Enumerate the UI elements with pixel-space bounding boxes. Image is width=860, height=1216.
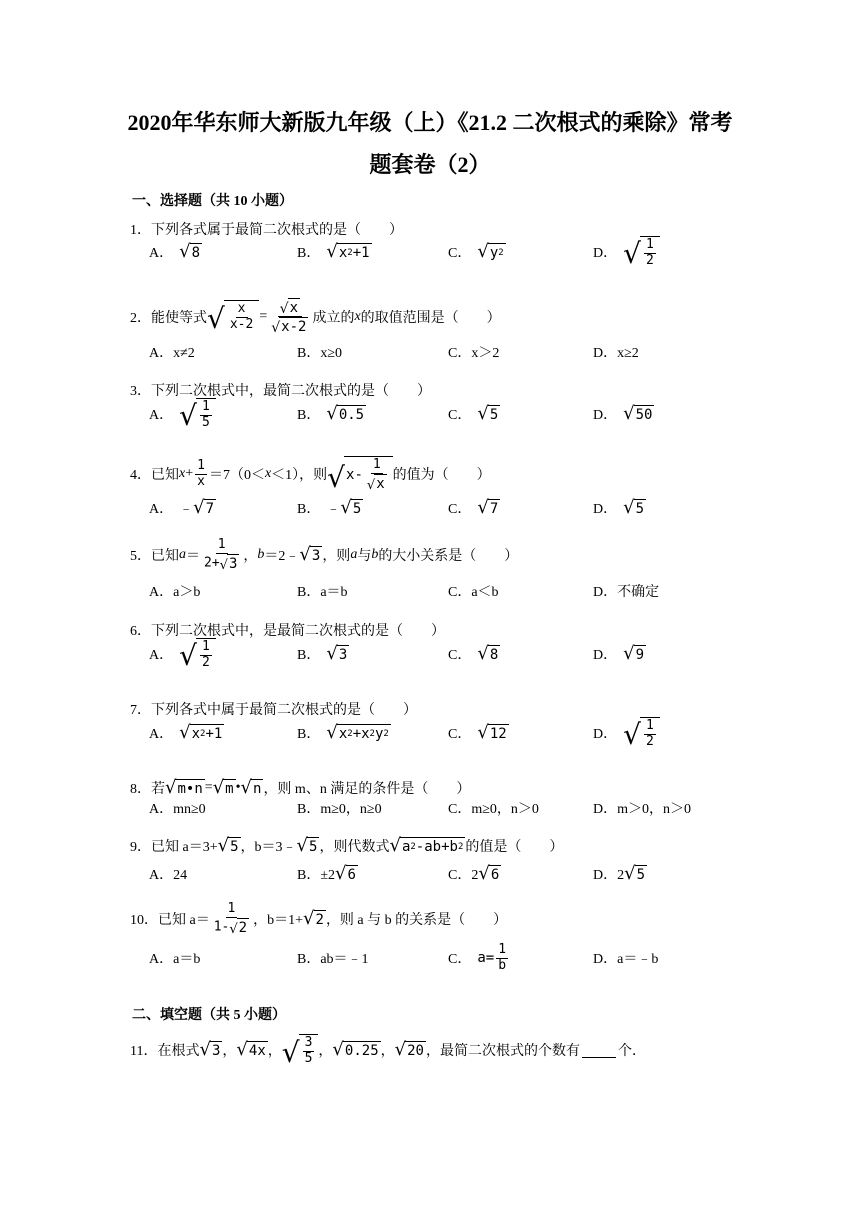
question-1-stem: 1．下列各式属于最简二次根式的是（ ） xyxy=(130,223,403,238)
radical: √ x 2 +1 xyxy=(326,241,370,262)
option-c: C． √ 8 xyxy=(448,643,499,664)
option-d: D． √ 9 xyxy=(593,643,645,664)
option-a: A． ﹣ √ 7 xyxy=(149,497,215,518)
radical: √ 8 xyxy=(179,241,201,262)
option-a: A．a＞b xyxy=(149,585,201,600)
option-a: A． √ x 2 +1 xyxy=(149,722,223,743)
option-d: D．x≥2 xyxy=(593,346,639,361)
option-d: D． √ 50 xyxy=(593,403,653,424)
option-c: C． √ y 2 xyxy=(448,241,504,262)
option-c: C． √ 5 xyxy=(448,403,499,424)
option-b: B．x≥0 xyxy=(297,346,343,361)
option-c: C． √ 7 xyxy=(448,497,499,518)
question-8-stem: 8．若 √ m•n = √ m • √ n ，则 m、n 满足的条件是（ ） xyxy=(130,777,471,798)
question-7-stem: 7．下列各式中属于最简二次根式的是（ ） xyxy=(130,703,417,718)
page-title-line2: 题套卷（2） xyxy=(369,152,491,177)
option-a: A． √ $\frac{1}{2}$ xyxy=(149,638,216,671)
option-b: B． √ 0.5 xyxy=(297,403,365,424)
section-heading-fill: 二、填空题（共 5 小题） xyxy=(132,1008,286,1023)
option-a: A．24 xyxy=(149,868,188,883)
option-d: D．2 √ 5 xyxy=(593,863,646,884)
option-b: B． √ x 2 +1 xyxy=(297,241,370,262)
option-d: D．a＝﹣b xyxy=(593,952,659,967)
option-b: B． √ x 2 +x 2 y 2 xyxy=(297,722,389,743)
question-2-stem: 2．能使等式 √ $\frac{x}{x-2}$ = √ x √ x-2 成立的 x 的取值范围是（ ） xyxy=(130,300,501,337)
option-a: A． √ 8 xyxy=(149,241,201,262)
option-b: B．m≥0，n≥0 xyxy=(297,802,382,817)
option-d: D． √ $\frac{1}{2}$ xyxy=(593,717,660,750)
question-5-stem: 5．已知 a ＝ 1 2+ √ 3 ， b ＝2﹣ √ 3 ，则 a 与 b 的大小关系是（ ） xyxy=(130,537,519,574)
option-c: C．x＞2 xyxy=(448,346,500,361)
section-heading-choice: 一、选择题（共 10 小题） xyxy=(132,194,293,209)
option-a: A．a＝b xyxy=(149,952,201,967)
option-d: D．不确定 xyxy=(593,585,660,600)
question-6-stem: 6．下列二次根式中，是最简二次根式的是（ ） xyxy=(130,624,445,639)
option-b: B．a＝b xyxy=(297,585,348,600)
option-a: A．mn≥0 xyxy=(149,802,206,817)
radical: √ y 2 xyxy=(477,241,504,262)
option-c: C．a＜b xyxy=(448,585,499,600)
option-c: C．2 √ 6 xyxy=(448,863,500,884)
page-title-line1: 2020年华东师大新版九年级（上）《21.2 二次根式的乘除》常考 xyxy=(127,110,733,135)
option-d: D． √ 5 xyxy=(593,497,645,518)
question-11-stem: 11．在根式 √ 3 ， √ 4x ， √ $\frac{3}{5}$ ， √ 0.25 ， √ 20 ，最简二次根式的个数有 个． xyxy=(130,1035,646,1069)
radical: √ $\frac{1}{2}$ xyxy=(623,236,660,269)
option-c: C．m≥0，n＞0 xyxy=(448,802,539,817)
question-4-stem: 4．已知 x + $\frac{1}{x}$ ＝7（0＜ x ＜1），则 √ x - 1 √ x 的值为（ ） xyxy=(130,457,491,495)
option-a: A．x≠2 xyxy=(149,346,195,361)
option-d: D． √ $\frac{1}{2}$ xyxy=(593,236,660,269)
question-9-stem: 9．已知 a＝3+ √ 5 ，b＝3﹣ √ 5 ，则代数式 √ a 2 -ab+b 2 的值是（ ） xyxy=(130,835,564,856)
option-b: B． ﹣ √ 5 xyxy=(297,497,362,518)
option-a: A． √ $\frac{1}{5}$ xyxy=(149,398,216,431)
option-d: D．m＞0，n＞0 xyxy=(593,802,691,817)
option-b: B．ab＝﹣1 xyxy=(297,952,369,967)
option-c: C． a= $\frac{1}{b}$ xyxy=(448,941,507,973)
answer-blank[interactable] xyxy=(582,1043,616,1058)
option-b: B．±2 √ 6 xyxy=(297,863,356,884)
radical: √ $\frac{x}{x-2}$ xyxy=(207,300,259,333)
question-3-stem: 3．下列二次根式中，最简二次根式的是（ ） xyxy=(130,384,431,399)
option-c: C． √ 12 xyxy=(448,722,507,743)
question-10-stem: 10．已知 a＝ 1 1- √ 2 ，b＝1+ √ 2 ，则 a 与 b 的关系是（ ） xyxy=(130,901,508,938)
option-b: B． √ 3 xyxy=(297,643,348,664)
